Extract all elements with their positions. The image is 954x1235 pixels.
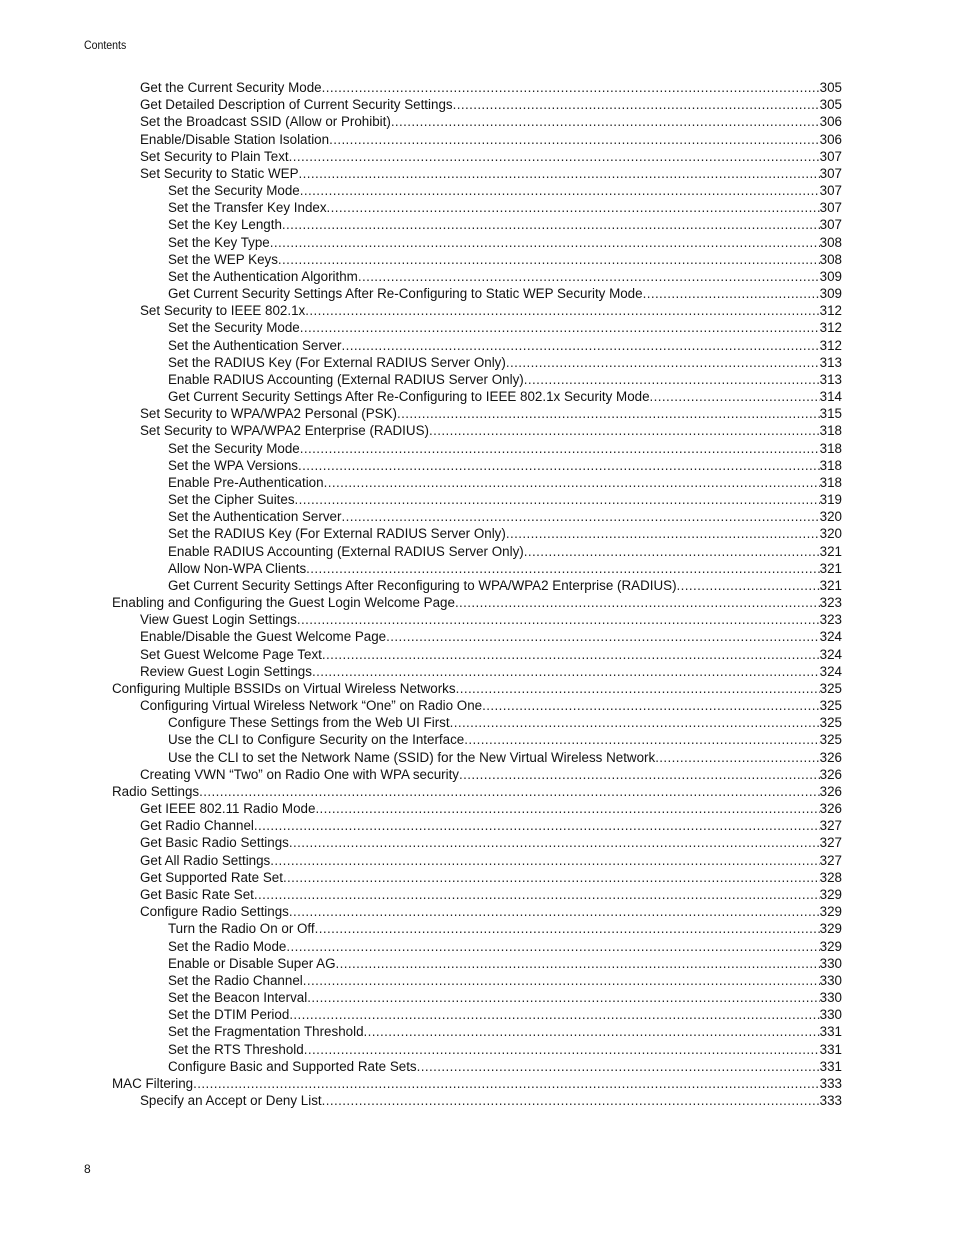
toc-entry-page: 330 [819,1007,842,1023]
toc-entry-page: 329 [819,886,842,902]
toc-entry-label: Set the Security Mode [168,440,300,456]
toc-entry-label: Set the Fragmentation Threshold [168,1024,364,1040]
toc-entry[interactable] [140,852,842,869]
toc-entry[interactable] [112,594,842,611]
toc-entry-label: Set Security to Static WEP [140,165,299,181]
toc-leader-dots [327,199,820,216]
toc-entry-label: Specify an Accept or Deny List [140,1093,322,1109]
toc-leader-dots [677,577,820,594]
toc-entry-page: 308 [819,251,842,267]
toc-entry-label: Set the WEP Keys [168,251,278,267]
toc-entry[interactable] [168,182,842,199]
toc-entry[interactable] [140,1092,842,1109]
toc-leader-dots [303,972,820,989]
toc-entry-label: Get Radio Channel [140,818,254,834]
toc-leader-dots [482,697,820,714]
toc-entry-page: 324 [819,646,842,662]
toc-entry-label: Set the DTIM Period [168,1007,290,1023]
toc-entry-page: 306 [819,131,842,147]
toc-entry-label: Get Detailed Description of Current Security Settings [140,97,453,113]
toc-entry-page: 333 [819,1093,842,1109]
toc-entry[interactable] [140,663,842,680]
toc-entry[interactable] [168,234,842,251]
toc-entry[interactable] [140,611,842,628]
toc-entry-page: 307 [819,148,842,164]
toc-entry[interactable] [168,577,842,594]
toc-entry-page: 309 [819,286,842,302]
toc-leader-dots [199,783,820,800]
toc-entry[interactable] [168,920,842,937]
toc-entry-label: Get Supported Rate Set [140,869,283,885]
toc-entry-page: 327 [819,852,842,868]
toc-entry-page: 329 [819,938,842,954]
toc-entry[interactable] [140,886,842,903]
toc-entry[interactable] [168,989,842,1006]
toc-entry-label: Turn the Radio On or Off [168,921,315,937]
toc-entry-label: Get IEEE 802.11 Radio Mode [140,801,316,817]
toc-leader-dots [300,182,820,199]
toc-entry-page: 331 [819,1058,842,1074]
toc-leader-dots [289,834,820,851]
toc-entry-page: 306 [819,114,842,130]
toc-entry-page: 323 [819,595,842,611]
toc-entry-page: 307 [819,183,842,199]
toc-leader-dots [306,560,819,577]
toc-leader-dots [289,1006,819,1023]
toc-entry-label: Radio Settings [112,783,200,799]
toc-leader-dots [391,113,820,130]
toc-entry[interactable] [140,628,842,645]
toc-leader-dots [270,852,819,869]
toc-leader-dots [322,79,820,96]
toc-entry[interactable] [140,834,842,851]
toc-entry[interactable] [168,388,842,405]
toc-leader-dots [453,96,820,113]
toc-entry-page: 326 [819,801,842,817]
toc-entry-label: Set the Beacon Interval [168,990,308,1005]
toc-entry-page: 325 [819,732,842,748]
toc-leader-dots [254,817,820,834]
toc-entry-page: 327 [819,835,842,851]
toc-entry-page: 327 [819,818,842,834]
toc-entry-page: 312 [819,337,842,353]
toc-leader-dots [315,920,820,937]
toc-entry[interactable] [140,869,842,886]
toc-entry-page: 308 [819,234,842,250]
toc-leader-dots [456,680,820,697]
toc-entry[interactable] [168,1023,842,1040]
toc-leader-dots [655,749,819,766]
toc-leader-dots [289,903,820,920]
toc-entry[interactable] [112,783,842,800]
toc-entry[interactable] [168,491,842,508]
toc-entry[interactable] [168,1006,842,1023]
toc-entry-label: Enabling and Configuring the Guest Login Welcome Page [112,595,455,611]
toc-entry-label: Set the Security Mode [168,320,300,336]
toc-leader-dots [300,440,820,457]
toc-leader-dots [417,1058,820,1075]
toc-entry[interactable] [140,113,842,130]
toc-entry-page: 307 [819,217,842,233]
toc-leader-dots [298,457,820,474]
toc-leader-dots [322,1092,820,1109]
toc-entry-page: 320 [819,509,842,525]
toc-entry-label: Configure Basic and Supported Rate Sets [168,1058,417,1074]
toc-leader-dots [283,869,820,886]
toc-entry-label: Get Current Security Settings After Reconfiguring to WPA/WPA2 Enterprise (RADIUS) [168,577,677,593]
toc-entry-page: 333 [819,1075,842,1091]
toc-entry[interactable] [140,697,842,714]
toc-leader-dots [524,371,820,388]
toc-entry[interactable] [168,714,842,731]
toc-entry[interactable] [140,646,842,663]
toc-leader-dots [315,800,819,817]
toc-entry-label: Use the CLI to Configure Security on the Interface [168,732,465,748]
toc-entry[interactable] [168,1041,842,1058]
toc-entry-label: Set the RTS Threshold [168,1041,304,1057]
toc-entry[interactable] [168,285,842,302]
toc-entry-label: Set Guest Welcome Page Text [140,646,322,662]
toc-leader-dots [524,543,820,560]
toc-entry-label: Configure These Settings from the Web UI First [168,715,450,731]
toc-entry-page: 321 [819,560,842,576]
toc-leader-dots [299,165,820,182]
toc-leader-dots [335,955,819,972]
toc-entry-page: 305 [819,97,842,113]
toc-entry-label: Set the Cipher Suites [168,492,295,508]
toc-entry-page: 305 [819,80,842,95]
page-number: 8 [84,1162,91,1176]
toc-entry-label: Set the Security Mode [168,183,300,199]
toc-entry-label: Configuring Virtual Wireless Network “One” on Radio One [140,698,483,714]
toc-entry-page: 326 [819,783,842,799]
toc-entry-page: 323 [819,612,842,628]
toc-leader-dots [455,594,820,611]
toc-entry-label: Set the Key Type [168,234,270,250]
toc-leader-dots [459,766,820,783]
toc-entry-page: 329 [819,904,842,920]
toc-leader-dots [270,234,820,251]
toc-leader-dots [295,491,820,508]
toc-entry-page: 325 [819,698,842,714]
toc-leader-dots [278,251,820,268]
toc-entry-label: Enable RADIUS Accounting (External RADIUS Server Only) [168,371,524,387]
toc-entry[interactable] [140,405,842,422]
toc-entry[interactable] [140,148,842,165]
toc-entry-label: Set the RADIUS Key (For External RADIUS Server Only) [168,354,506,370]
toc-leader-dots [386,628,820,645]
toc-entry-label: Set the Authentication Server [168,337,342,353]
toc-entry-page: 321 [819,577,842,593]
toc-entry-label: Enable/Disable the Guest Welcome Page [140,629,387,645]
toc-entry[interactable] [112,680,842,697]
toc-entry-label: Get Basic Radio Settings [140,835,289,851]
toc-entry-label: Get Basic Rate Set [140,886,254,902]
toc-leader-dots [341,508,819,525]
toc-leader-dots [289,148,820,165]
toc-entry[interactable] [168,371,842,388]
toc-entry-label: Set the Broadcast SSID (Allow or Prohibit) [140,114,391,130]
toc-entry[interactable] [168,972,842,989]
toc-entry[interactable] [168,457,842,474]
toc-entry-label: Enable RADIUS Accounting (External RADIUS Server Only) [168,543,524,559]
toc-leader-dots [341,337,819,354]
toc-entry[interactable] [168,525,842,542]
toc-entry-page: 312 [819,320,842,336]
toc-entry-page: 331 [819,1024,842,1040]
toc-entry-label: Set Security to WPA/WPA2 Personal (PSK) [140,406,397,422]
toc-entry[interactable] [140,903,842,920]
toc-leader-dots [650,388,820,405]
toc-entry[interactable] [168,560,842,577]
toc-entry[interactable] [168,1058,842,1075]
toc-entry[interactable] [168,440,842,457]
toc-entry[interactable] [140,817,842,834]
toc-leader-dots [286,938,819,955]
toc-entry-page: 319 [819,492,842,508]
toc-entry-label: Set the Radio Mode [168,938,287,954]
toc-leader-dots [312,663,820,680]
toc-leader-dots [193,1075,820,1092]
toc-entry-page: 324 [819,629,842,645]
toc-entry-page: 318 [819,423,842,439]
toc-entry[interactable] [140,302,842,319]
toc-leader-dots [322,646,820,663]
toc-entry[interactable] [168,319,842,336]
toc-entry[interactable] [112,1075,842,1092]
toc-leader-dots [282,216,820,233]
toc-leader-dots [329,131,820,148]
toc-entry-label: Set Security to Plain Text [140,148,289,164]
toc-entry[interactable] [168,337,842,354]
toc-entry-label: Allow Non-WPA Clients [168,560,307,576]
toc-entry-label: Set the Transfer Key Index [168,200,327,216]
toc-entry[interactable] [168,938,842,955]
toc-leader-dots [397,405,820,422]
toc-leader-dots [300,319,820,336]
toc-entry[interactable] [168,199,842,216]
toc-entry-page: 328 [819,869,842,885]
toc-leader-dots [305,302,819,319]
toc-leader-dots [429,422,820,439]
page-header: Contents [84,38,127,52]
toc-entry-page: 309 [819,268,842,284]
toc-leader-dots [304,1041,820,1058]
toc-entry-label: View Guest Login Settings [140,612,297,628]
toc-entry-page: 318 [819,440,842,456]
toc-entry-page: 330 [819,972,842,988]
toc-entry-label: Creating VWN “Two” on Radio One with WPA security [140,766,460,782]
toc-entry-label: Enable or Disable Super AG [168,955,336,971]
toc-entry[interactable] [140,96,842,113]
toc-entry[interactable] [168,508,842,525]
toc-leader-dots [450,714,820,731]
toc-entry-label: Set the WPA Versions [168,457,299,473]
toc-entry-label: Set Security to IEEE 802.1x [140,303,306,319]
toc-entry-page: 321 [819,543,842,559]
toc-entry[interactable] [140,79,842,96]
toc-entry-label: Set Security to WPA/WPA2 Enterprise (RADIUS) [140,423,429,439]
toc-leader-dots [358,268,820,285]
toc-entry-label: Use the CLI to set the Network Name (SSID) for the New Virtual Wireless Network [168,749,656,765]
toc-entry[interactable] [168,543,842,560]
toc-entry-page: 331 [819,1041,842,1057]
toc-entry-label: Enable/Disable Station Isolation [140,131,330,147]
toc-entry-page: 325 [819,680,842,696]
toc-entry-page: 326 [819,766,842,782]
toc-entry-page: 326 [819,749,842,765]
toc-leader-dots [254,886,820,903]
toc-entry[interactable] [168,731,842,748]
toc-entry-label: MAC Filtering [112,1075,194,1091]
toc-leader-dots [643,285,820,302]
toc-entry[interactable] [168,955,842,972]
toc-entry-label: Set the Radio Channel [168,972,303,988]
toc-entry[interactable] [168,251,842,268]
toc-entry[interactable] [140,800,842,817]
toc-entry-page: 324 [819,663,842,679]
toc-entry-page: 318 [819,474,842,490]
toc-leader-dots [506,354,820,371]
toc-entry[interactable] [168,354,842,371]
toc-entry-label: Get Current Security Settings After Re-Configuring to Static WEP Security Mode [168,286,643,302]
toc-entry-label: Configuring Multiple BSSIDs on Virtual Wireless Networks [112,680,456,696]
toc-entry-label: Set the Authentication Algorithm [168,268,358,284]
toc-entry-page: 312 [819,303,842,319]
toc-entry-page: 307 [819,165,842,181]
toc-entry-label: Configure Radio Settings [140,904,289,920]
toc-entry-label: Get Current Security Settings After Re-Configuring to IEEE 802.1x Security Mode [168,389,650,405]
toc-entry-label: Get the Current Security Mode [140,80,322,95]
toc-entry-label: Set the Key Length [168,217,282,233]
toc-entry[interactable] [168,216,842,233]
toc-leader-dots [297,611,820,628]
toc-leader-dots [464,731,819,748]
toc-entry[interactable] [140,422,842,439]
toc-entry[interactable] [140,766,842,783]
toc-entry-label: Set the Authentication Server [168,509,342,525]
toc-entry-page: 307 [819,200,842,216]
toc-entry-label: Enable Pre-Authentication [168,474,324,490]
toc-leader-dots [506,525,820,542]
toc-entry-page: 330 [819,955,842,971]
toc-entry-page: 313 [819,354,842,370]
toc-entry-label: Review Guest Login Settings [140,663,312,679]
toc-entry-page: 318 [819,457,842,473]
toc-entry[interactable] [168,268,842,285]
toc-entry-label: Get All Radio Settings [140,852,271,868]
toc-entry-page: 314 [819,389,842,405]
toc-entry-page: 313 [819,371,842,387]
toc-entry[interactable] [140,131,842,148]
toc-entry-page: 330 [819,990,842,1005]
toc-entry-page: 329 [819,921,842,937]
toc-entry[interactable] [168,474,842,491]
toc-entry-label: Set the RADIUS Key (For External RADIUS Server Only) [168,526,506,542]
toc-leader-dots [307,989,819,1006]
toc-entry-page: 315 [819,406,842,422]
toc-leader-dots [364,1023,820,1040]
toc-entry-page: 325 [819,715,842,731]
toc-entry-page: 320 [819,526,842,542]
toc-entry[interactable] [140,165,842,182]
toc-entry[interactable] [168,749,842,766]
toc-leader-dots [324,474,820,491]
